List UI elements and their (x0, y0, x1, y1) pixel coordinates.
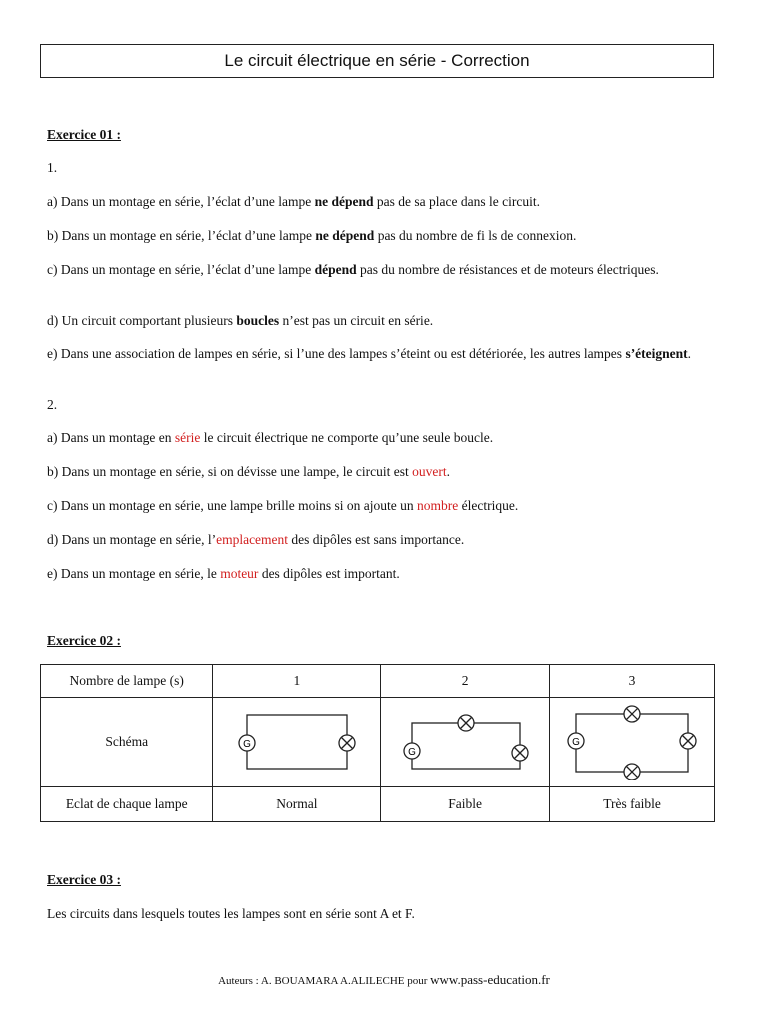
footer-authors: Auteurs : A. BOUAMARA A.ALILECHE pour (218, 975, 431, 987)
answer-1c: c) Dans un montage en série, l’éclat d’une lampe dépend pas du nombre de résistances et de moteurs électriques. (47, 262, 659, 277)
circuit-diagram-2-lamps (400, 707, 530, 777)
row-label: Eclat de chaque lampe (41, 787, 213, 822)
footer (0, 972, 768, 988)
lamp-count-2: 2 (381, 665, 550, 698)
schema-cell-1 (213, 698, 381, 787)
generator-label: G (408, 747, 417, 758)
page-title: Le circuit électrique en série - Correction (40, 44, 714, 78)
row-label: Schéma (41, 698, 213, 787)
answer-2b: b) Dans un montage en série, si on dévisse une lampe, le circuit est ouvert. (47, 464, 451, 479)
answer-1a: a) Dans un montage en série, l’éclat d’une lampe ne dépend pas de sa place dans le circuit. (47, 194, 540, 209)
lamp-table (40, 664, 715, 822)
footer-site-link[interactable]: www.pass-education.fr (430, 972, 550, 987)
table-row (41, 787, 715, 822)
generator-label: G (572, 737, 580, 748)
part-2-number: 2. (47, 397, 58, 412)
answer-1e: e) Dans une association de lampes en série, si l’une des lampes s’éteint ou est détériorée, les autres lampes s’éteignent. (47, 346, 692, 361)
answer-2e: e) Dans un montage en série, le moteur des dipôles est important. (47, 566, 400, 581)
circuit-diagram-1-lamp (237, 707, 357, 777)
schema-cell-3 (550, 698, 715, 787)
answer-1b: b) Dans un montage en série, l’éclat d’une lampe ne dépend pas du nombre de fi ls de connexion. (47, 228, 577, 243)
brightness-1: Normal (213, 787, 381, 822)
exercise-3-answer: Les circuits dans lesquels toutes les lampes sont en série sont A et F. (47, 906, 415, 921)
row-label: Nombre de lampe (s) (41, 665, 213, 698)
brightness-3: Très faible (550, 787, 715, 822)
part-1-number: 1. (47, 160, 58, 175)
answer-2d: d) Dans un montage en série, l’emplacement des dipôles est sans importance. (47, 532, 465, 547)
exercise-3-heading: Exercice 03 : (47, 872, 121, 887)
generator-label: G (242, 739, 251, 750)
answer-2c: c) Dans un montage en série, une lampe brille moins si on ajoute un nombre électrique. (47, 498, 519, 513)
circuit-diagram-3-lamps (562, 704, 702, 780)
exercise-1-heading: Exercice 01 : (47, 127, 121, 142)
schema-cell-2 (381, 698, 550, 787)
table-row (41, 698, 715, 787)
answer-2a: a) Dans un montage en série le circuit électrique ne comporte qu’une seule boucle. (47, 430, 494, 445)
lamp-count-3: 3 (550, 665, 715, 698)
answer-1d: d) Un circuit comportant plusieurs boucles n’est pas un circuit en série. (47, 313, 434, 328)
table-row (41, 665, 715, 698)
exercise-2-heading: Exercice 02 : (47, 633, 121, 648)
lamp-count-1: 1 (213, 665, 381, 698)
brightness-2: Faible (381, 787, 550, 822)
